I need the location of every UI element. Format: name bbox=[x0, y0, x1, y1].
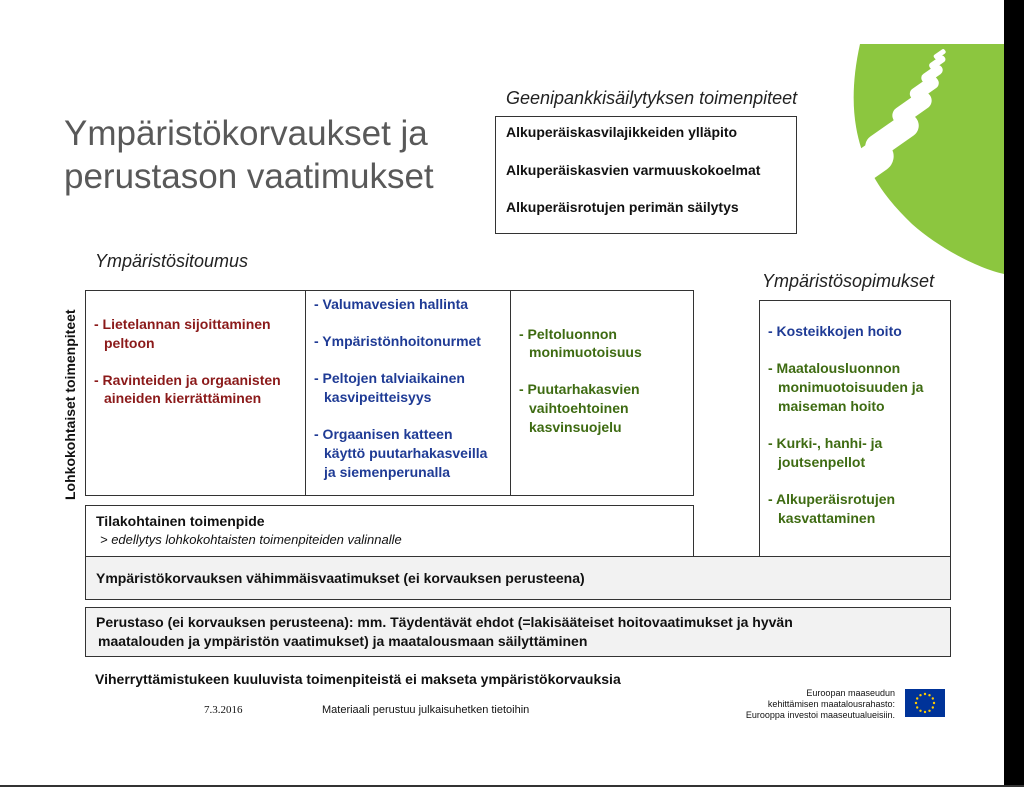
eu-line: kehittämisen maatalousrahasto: bbox=[767, 699, 895, 709]
footer-note: Materiaali perustuu julkaisuhetken tietoihin bbox=[322, 704, 530, 716]
list-item: ja siemenperunalla bbox=[324, 464, 451, 480]
eu-line: Euroopan maaseudun bbox=[806, 688, 895, 698]
title-line-1: Ympäristökorvaukset ja bbox=[64, 114, 428, 153]
list-item: kasvinsuojelu bbox=[529, 419, 622, 435]
list-item: - Orgaanisen katteen bbox=[314, 426, 453, 442]
baseline-line-2: maatalouden ja ympäristön vaatimukset) ja maatalousmaan säilyttäminen bbox=[98, 633, 588, 649]
list-item: - Valumavesien hallinta bbox=[314, 296, 469, 312]
window-edge bbox=[1004, 0, 1024, 787]
side-label: Lohkokohtaiset toimenpiteet bbox=[62, 309, 78, 500]
commitment-col-3 bbox=[510, 290, 694, 496]
list-item: käyttö puutarhakasveilla bbox=[324, 445, 488, 461]
list-item: monimuotoisuuden ja bbox=[778, 379, 924, 395]
page-title bbox=[64, 112, 434, 198]
min-requirements-text: Ympäristökorvauksen vähimmäisvaatimukset (ei korvauksen perusteena) bbox=[96, 570, 585, 586]
list-item: - Ympäristönhoitonurmet bbox=[314, 333, 481, 349]
list-item: - Alkuperäisrotujen bbox=[768, 491, 896, 507]
baseline-line-1: Perustaso (ei korvauksen perusteena): mm. Täydentävät ehdot (=lakisääteiset hoitovaatimukset ja hyvän bbox=[96, 614, 793, 630]
farm-title: Tilakohtainen toimenpide bbox=[96, 513, 265, 529]
list-item: - Puutarhakasvien bbox=[519, 381, 640, 397]
commitment-heading: Ympäristösitoumus bbox=[95, 251, 249, 271]
list-item: maiseman hoito bbox=[778, 398, 885, 414]
list-item: - Peltoluonnon bbox=[519, 326, 617, 342]
farm-measure-box bbox=[85, 505, 694, 557]
contracts-box bbox=[759, 300, 951, 558]
list-item: - Kurki-, hanhi- ja bbox=[768, 435, 883, 451]
commitment-col-1 bbox=[85, 290, 306, 496]
eu-fund-text bbox=[720, 688, 895, 721]
list-item: kasvipeitteisyys bbox=[324, 389, 432, 405]
gene-item: Alkuperäisrotujen perimän säilytys bbox=[506, 199, 739, 215]
baseline-box bbox=[85, 607, 951, 657]
gene-box bbox=[495, 116, 797, 234]
eu-line: Eurooppa investoi maaseutualueisiin. bbox=[745, 710, 895, 720]
list-item: kasvattaminen bbox=[778, 510, 876, 526]
gene-item: Alkuperäiskasvilajikkeiden ylläpito bbox=[506, 124, 738, 140]
gene-heading: Geenipankkisäilytyksen toimenpiteet bbox=[506, 88, 798, 108]
list-item: - Peltojen talviaikainen bbox=[314, 370, 465, 386]
list-item: peltoon bbox=[104, 335, 155, 351]
farm-note: > edellytys lohkokohtaisten toimenpiteiden valinnalle bbox=[100, 532, 402, 547]
commitment-col-2 bbox=[305, 290, 511, 496]
list-item: monimuotoisuus bbox=[529, 344, 642, 360]
list-item: - Ravinteiden ja orgaanisten bbox=[94, 372, 281, 388]
list-item: joutsenpellot bbox=[778, 454, 866, 470]
list-item: - Kosteikkojen hoito bbox=[768, 323, 902, 339]
title-line-2: perustason vaatimukset bbox=[64, 157, 434, 196]
contracts-heading: Ympäristösopimukset bbox=[762, 271, 935, 291]
gene-item: Alkuperäiskasvien varmuuskokoelmat bbox=[506, 162, 761, 178]
eu-flag-icon bbox=[905, 689, 945, 717]
leaf-decoration bbox=[800, 44, 1004, 274]
min-requirements-box bbox=[85, 556, 951, 600]
footer-date: 7.3.2016 bbox=[204, 704, 243, 716]
greening-note: Viherryttämistukeen kuuluvista toimenpiteistä ei makseta ympäristökorvauksia bbox=[95, 671, 621, 687]
list-item: - Lietelannan sijoittaminen bbox=[94, 316, 271, 332]
list-item: aineiden kierrättäminen bbox=[104, 390, 262, 406]
list-item: vaihtoehtoinen bbox=[529, 400, 629, 416]
list-item: - Maatalousluonnon bbox=[768, 360, 901, 376]
